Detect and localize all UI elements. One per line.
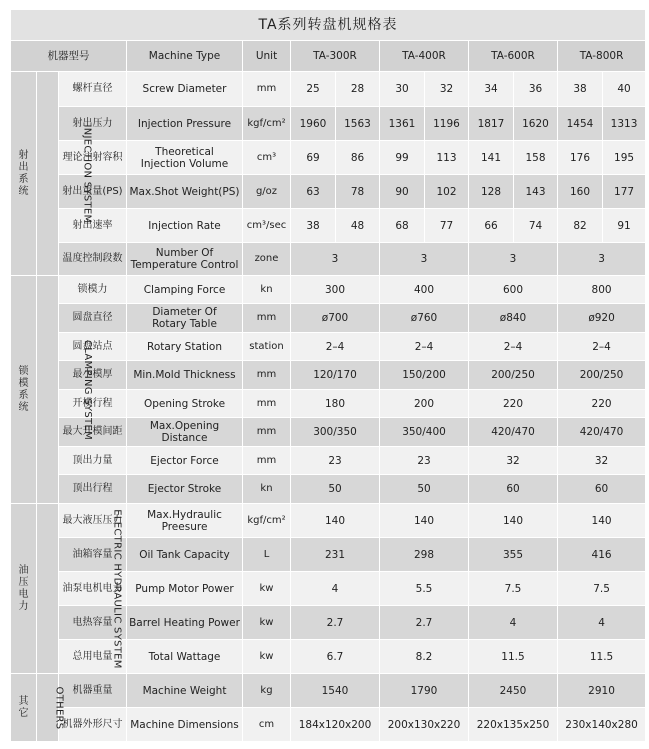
value-cell: 2910	[558, 674, 646, 708]
value-cell: 3	[380, 243, 469, 276]
row-label-en: Opening Stroke	[127, 390, 243, 418]
row-unit: mm	[243, 304, 291, 333]
header-unit: Unit	[243, 41, 291, 72]
row-label-cn: 最大开模间距	[59, 418, 127, 447]
value-cell: ø840	[469, 304, 558, 333]
group-clamping-en: CLAMPING SYSTEM	[37, 276, 59, 504]
row-label-en: Max.Hydraulic Preesure	[127, 504, 243, 538]
value-cell: 48	[336, 209, 380, 243]
value-cell: 69	[291, 141, 336, 175]
value-cell: 1790	[380, 674, 469, 708]
value-cell: 86	[336, 141, 380, 175]
value-cell: 230x140x280	[558, 708, 646, 742]
value-cell: 4	[558, 606, 646, 640]
value-cell: 3	[291, 243, 380, 276]
group-clamping-cn: 锁 模 系 统	[11, 276, 37, 504]
value-cell: 91	[603, 209, 646, 243]
value-cell: 78	[336, 175, 380, 209]
row-unit: kgf/cm²	[243, 504, 291, 538]
row-label-en: Oil Tank Capacity	[127, 538, 243, 572]
value-cell: 23	[291, 447, 380, 475]
value-cell: 113	[425, 141, 469, 175]
row-label-cn: 顶出力量	[59, 447, 127, 475]
row-label-cn: 顶出行程	[59, 475, 127, 504]
value-cell: 60	[469, 475, 558, 504]
row-label-cn: 油泵电机电力	[59, 572, 127, 606]
row-label-en: Pump Motor Power	[127, 572, 243, 606]
value-cell: 5.5	[380, 572, 469, 606]
value-cell: 420/470	[558, 418, 646, 447]
row-unit: mm	[243, 361, 291, 390]
value-cell: 200	[380, 390, 469, 418]
row-unit: mm	[243, 72, 291, 107]
header-machine-type-cn: 机器型号	[11, 41, 127, 72]
value-cell: 298	[380, 538, 469, 572]
value-cell: 7.5	[469, 572, 558, 606]
value-cell: 1540	[291, 674, 380, 708]
value-cell: 158	[514, 141, 558, 175]
value-cell: 77	[425, 209, 469, 243]
value-cell: 231	[291, 538, 380, 572]
row-unit: g/oz	[243, 175, 291, 209]
row-unit: kn	[243, 475, 291, 504]
row-label-cn: 油箱容量	[59, 538, 127, 572]
row-unit: cm³/sec	[243, 209, 291, 243]
value-cell: 6.7	[291, 640, 380, 674]
value-cell: 160	[558, 175, 603, 209]
value-cell: 1313	[603, 107, 646, 141]
row-label-cn: 锁模力	[59, 276, 127, 304]
row-label-cn: 圆盘直径	[59, 304, 127, 333]
value-cell: 40	[603, 72, 646, 107]
value-cell: 180	[291, 390, 380, 418]
row-unit: mm	[243, 447, 291, 475]
row-label-en-line1: Number Of	[155, 247, 214, 259]
row-label-en: Injection Rate	[127, 209, 243, 243]
row-label-en: Ejector Force	[127, 447, 243, 475]
value-cell: 120/170	[291, 361, 380, 390]
row-label-en-line2: Injection Volume	[140, 157, 229, 170]
value-cell: 2.7	[291, 606, 380, 640]
row-unit: kw	[243, 640, 291, 674]
row-unit: mm	[243, 390, 291, 418]
row-label-cn: 射出速率	[59, 209, 127, 243]
row-unit: kw	[243, 606, 291, 640]
value-cell: 30	[380, 72, 425, 107]
row-label-cn: 螺杆直径	[59, 72, 127, 107]
value-cell: 50	[291, 475, 380, 504]
value-cell: 355	[469, 538, 558, 572]
value-cell: 1817	[469, 107, 514, 141]
value-cell: 60	[558, 475, 646, 504]
value-cell: 220	[469, 390, 558, 418]
row-unit: station	[243, 333, 291, 361]
value-cell: 416	[558, 538, 646, 572]
row-label-en-line1: Theoretical	[155, 145, 214, 158]
value-cell: 11.5	[558, 640, 646, 674]
value-cell: 800	[558, 276, 646, 304]
value-cell: 1563	[336, 107, 380, 141]
row-label-en: Barrel Heating Power	[127, 606, 243, 640]
value-cell: 4	[291, 572, 380, 606]
header-model-ta-400r: TA-400R	[380, 41, 469, 72]
value-cell: 25	[291, 72, 336, 107]
value-cell: 300	[291, 276, 380, 304]
table-title: TA系列转盘机规格表	[11, 10, 646, 41]
value-cell: 2–4	[558, 333, 646, 361]
value-cell: 2–4	[291, 333, 380, 361]
value-cell: 420/470	[469, 418, 558, 447]
row-label-cn: 总用电量	[59, 640, 127, 674]
row-label-en	[127, 304, 243, 333]
value-cell: 63	[291, 175, 336, 209]
row-label-cn: 电热容量	[59, 606, 127, 640]
spec-table	[10, 9, 646, 742]
value-cell: 74	[514, 209, 558, 243]
value-cell: 177	[603, 175, 646, 209]
value-cell: 11.5	[469, 640, 558, 674]
row-unit: mm	[243, 418, 291, 447]
row-label-en-line2: Rotary Table	[152, 318, 217, 330]
row-label-cn: 最小模厚	[59, 361, 127, 390]
value-cell: 140	[380, 504, 469, 538]
row-unit: kgf/cm²	[243, 107, 291, 141]
header-model-ta-800r: TA-800R	[558, 41, 646, 72]
header-machine-type-en: Machine Type	[127, 41, 243, 72]
row-label-cn: 圆盘站点	[59, 333, 127, 361]
value-cell: 28	[336, 72, 380, 107]
row-label-en: Screw Diameter	[127, 72, 243, 107]
value-cell: 176	[558, 141, 603, 175]
value-cell: 50	[380, 475, 469, 504]
value-cell: 66	[469, 209, 514, 243]
value-cell: 1196	[425, 107, 469, 141]
row-unit: kn	[243, 276, 291, 304]
value-cell: ø760	[380, 304, 469, 333]
group-injection-cn: 射 出 系 统	[11, 72, 37, 276]
row-label-en: Total Wattage	[127, 640, 243, 674]
value-cell: 200/250	[558, 361, 646, 390]
row-unit: L	[243, 538, 291, 572]
value-cell: 38	[558, 72, 603, 107]
value-cell: 140	[558, 504, 646, 538]
row-unit: zone	[243, 243, 291, 276]
value-cell: 3	[558, 243, 646, 276]
group-others-en: OTHERS	[37, 674, 59, 742]
row-label-cn: 射出压力	[59, 107, 127, 141]
row-label-en: Clamping Force	[127, 276, 243, 304]
value-cell: 32	[469, 447, 558, 475]
value-cell: 2–4	[469, 333, 558, 361]
row-unit: kg	[243, 674, 291, 708]
row-label-cn: 温度控制段数	[59, 243, 127, 276]
row-label-cn: 机器重量	[59, 674, 127, 708]
value-cell: 143	[514, 175, 558, 209]
value-cell: 2–4	[380, 333, 469, 361]
value-cell: 300/350	[291, 418, 380, 447]
row-label-en: Max.Opening Distance	[127, 418, 243, 447]
value-cell: ø920	[558, 304, 646, 333]
value-cell: 32	[558, 447, 646, 475]
row-label-cn: 开模行程	[59, 390, 127, 418]
value-cell: 3	[469, 243, 558, 276]
value-cell: 195	[603, 141, 646, 175]
value-cell: 7.5	[558, 572, 646, 606]
row-label-cn: 射出重量(PS)	[59, 175, 127, 209]
row-label-en: Min.Mold Thickness	[127, 361, 243, 390]
value-cell: 184x120x200	[291, 708, 380, 742]
value-cell: 4	[469, 606, 558, 640]
value-cell: 23	[380, 447, 469, 475]
row-unit: cm	[243, 708, 291, 742]
row-label-en: Ejector Stroke	[127, 475, 243, 504]
group-injection-en: INJECTION SYSTEM	[37, 72, 59, 276]
value-cell: 200/250	[469, 361, 558, 390]
value-cell: 400	[380, 276, 469, 304]
value-cell: 99	[380, 141, 425, 175]
value-cell: 1620	[514, 107, 558, 141]
group-hydraulic-en: ELECTRIC HYDRAULIC SYSTEM	[37, 504, 59, 674]
row-label-en: Rotary Station	[127, 333, 243, 361]
value-cell: 34	[469, 72, 514, 107]
row-label-en	[127, 243, 243, 276]
value-cell: 140	[469, 504, 558, 538]
row-label-cn: 最大液压压力	[59, 504, 127, 538]
value-cell: 150/200	[380, 361, 469, 390]
value-cell: 141	[469, 141, 514, 175]
value-cell: 200x130x220	[380, 708, 469, 742]
row-label-en: Max.Shot Weight(PS)	[127, 175, 243, 209]
value-cell: 140	[291, 504, 380, 538]
value-cell: 350/400	[380, 418, 469, 447]
value-cell: 36	[514, 72, 558, 107]
row-label-en: Injection Pressure	[127, 107, 243, 141]
header-model-ta-300r: TA-300R	[291, 41, 380, 72]
value-cell: 2.7	[380, 606, 469, 640]
row-unit: kw	[243, 572, 291, 606]
value-cell: 90	[380, 175, 425, 209]
value-cell: 2450	[469, 674, 558, 708]
value-cell: 220	[558, 390, 646, 418]
group-hydraulic-cn: 油 压 电 力	[11, 504, 37, 674]
row-label-cn: 机器外形尺寸	[59, 708, 127, 742]
value-cell: 1454	[558, 107, 603, 141]
row-label-en-line2: Temperature Control	[130, 259, 239, 271]
value-cell: 82	[558, 209, 603, 243]
group-others-cn: 其 它	[11, 674, 37, 742]
row-label-en: Machine Weight	[127, 674, 243, 708]
value-cell: ø700	[291, 304, 380, 333]
value-cell: 8.2	[380, 640, 469, 674]
row-label-en-line1: Diameter Of	[152, 306, 217, 318]
row-unit: cm³	[243, 141, 291, 175]
row-label-en	[127, 141, 243, 175]
value-cell: 38	[291, 209, 336, 243]
row-label-cn: 理论注射容积	[59, 141, 127, 175]
value-cell: 32	[425, 72, 469, 107]
value-cell: 220x135x250	[469, 708, 558, 742]
value-cell: 68	[380, 209, 425, 243]
value-cell: 600	[469, 276, 558, 304]
header-model-ta-600r: TA-600R	[469, 41, 558, 72]
row-label-en: Machine Dimensions	[127, 708, 243, 742]
value-cell: 102	[425, 175, 469, 209]
value-cell: 1361	[380, 107, 425, 141]
value-cell: 128	[469, 175, 514, 209]
value-cell: 1960	[291, 107, 336, 141]
